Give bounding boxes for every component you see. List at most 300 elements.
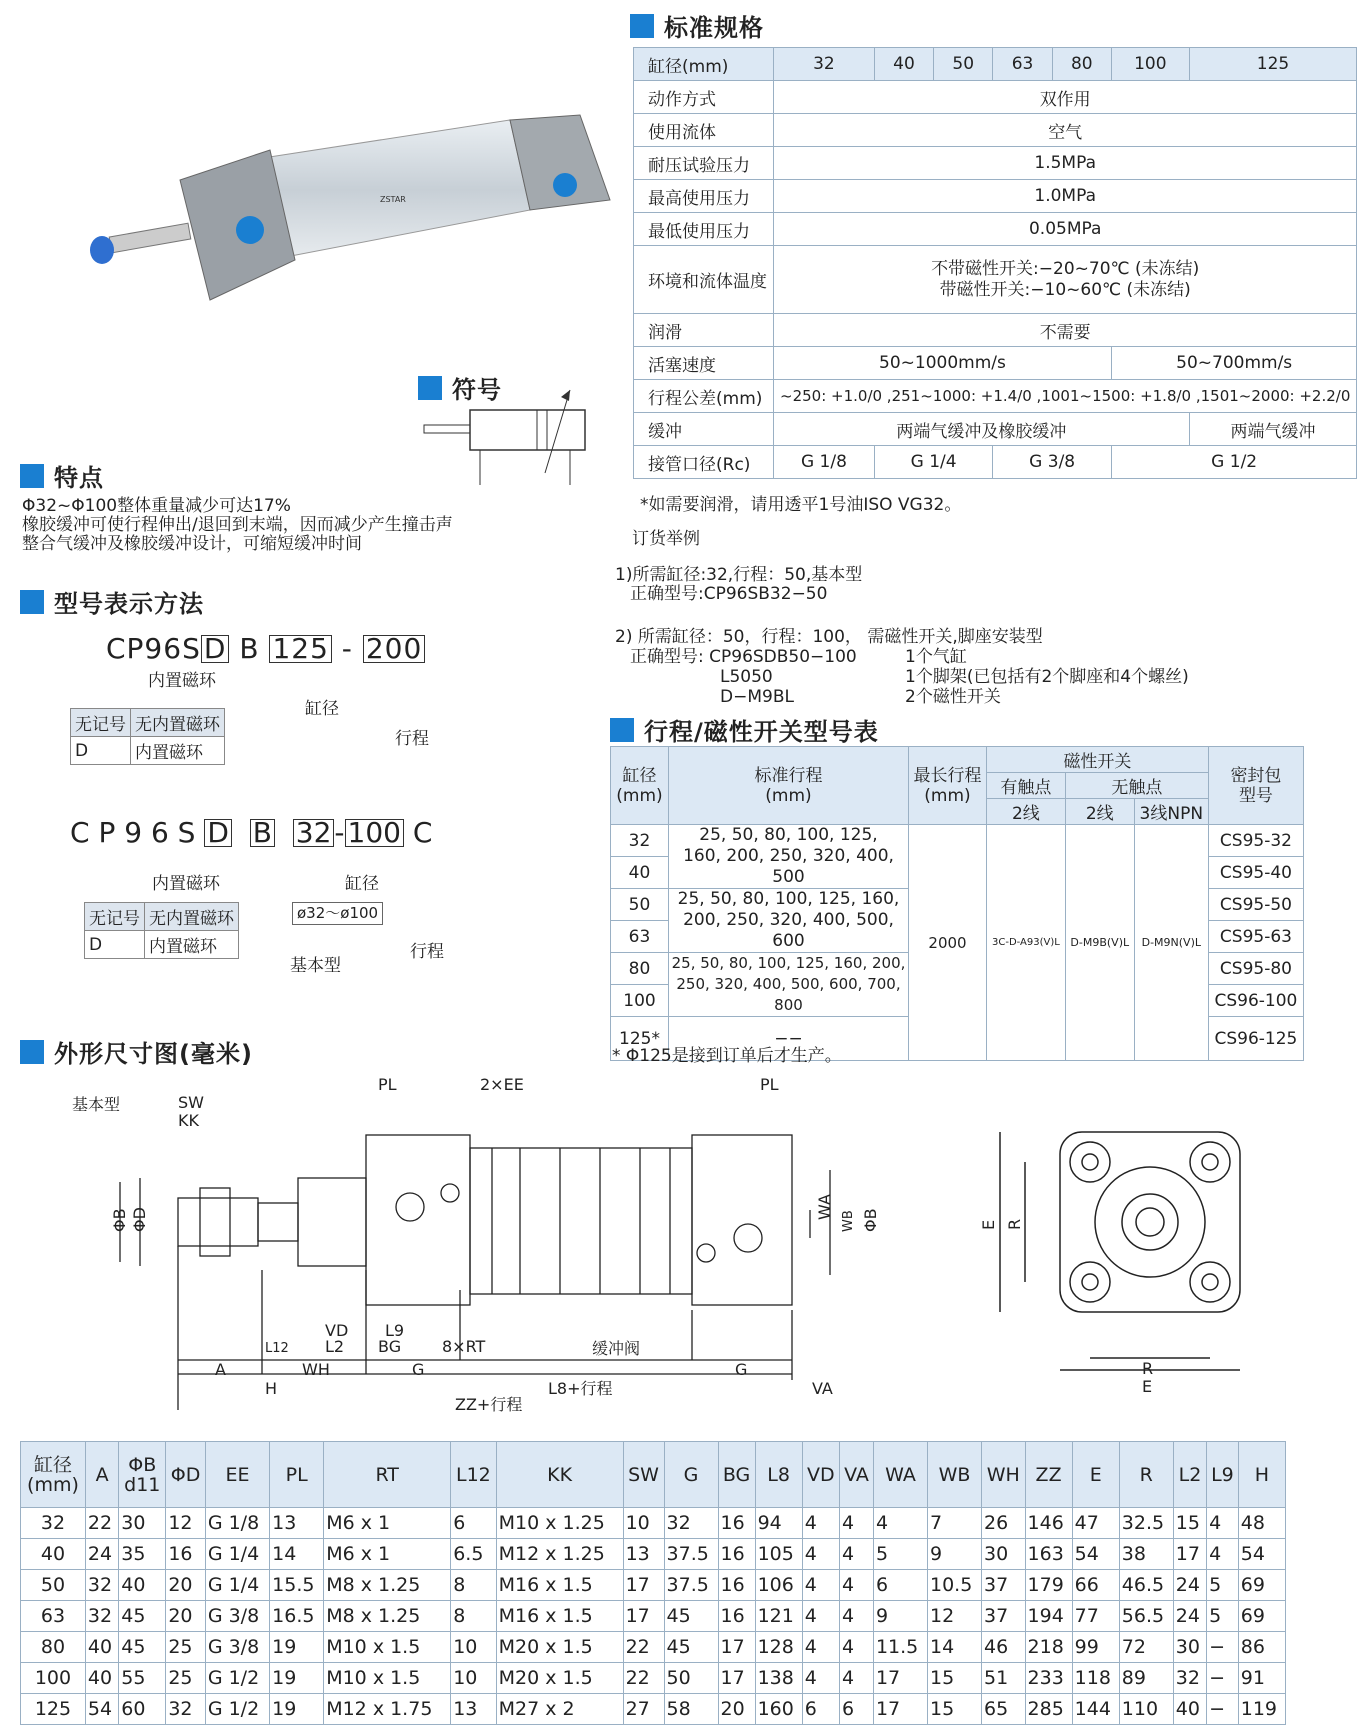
order-line: 1)所需缸径:32,行程：50,基本型 <box>615 565 863 585</box>
dim-cell: 19 <box>270 1694 324 1725</box>
dim-cell: M20 x 1.5 <box>496 1663 623 1694</box>
table-row <box>21 1601 1286 1632</box>
dim-cell: 119 <box>1238 1694 1285 1725</box>
spec-row-value: 0.05MPa <box>774 213 1357 246</box>
svg-text:缓冲阀: 缓冲阀 <box>592 1339 641 1358</box>
dim-cell: 24 <box>85 1539 118 1570</box>
dim-cell: 4 <box>802 1663 839 1694</box>
dim-cell: M10 x 1.5 <box>324 1632 451 1663</box>
model-label: 内置磁环 <box>152 874 220 894</box>
dim-cell: 17 <box>873 1694 927 1725</box>
dim-cell: G 1/4 <box>205 1539 269 1570</box>
dim-cell: 40 <box>85 1632 118 1663</box>
spec-row-value: G 1/2 <box>1111 446 1356 479</box>
dim-cell: 32.5 <box>1119 1508 1173 1539</box>
dim-cell: 77 <box>1072 1601 1119 1632</box>
section-marker-icon <box>20 464 44 488</box>
spec-row-label: 动作方式 <box>634 81 774 114</box>
bore-cell: 40 <box>874 48 933 81</box>
bore-cell: 63 <box>993 48 1052 81</box>
dim-cell: 32 <box>1173 1663 1206 1694</box>
dim-cell: 4 <box>1207 1508 1239 1539</box>
svg-text:PL: PL <box>378 1075 397 1094</box>
bore-cell: 32 <box>774 48 875 81</box>
dim-header: WA <box>873 1442 927 1508</box>
svg-text:BG: BG <box>378 1337 402 1356</box>
spec-row-value: ~250: +1.0/0 ,251~1000: +1.4/0 ,1001~1500: +1.8/0 ,1501~2000: +2.2/0 <box>774 380 1357 413</box>
spec-row-value: 两端气缓冲及橡胶缓冲 <box>774 413 1190 446</box>
dim-cell: 16 <box>718 1570 755 1601</box>
dim-cell: 15 <box>1173 1508 1206 1539</box>
spec-row-value: 50~700mm/s <box>1111 347 1356 380</box>
spec-row-label: 接管口径(Rc) <box>634 446 774 479</box>
svg-text:G: G <box>412 1360 425 1379</box>
dim-header: E <box>1072 1442 1119 1508</box>
svg-text:SW: SW <box>178 1093 204 1112</box>
dim-cell: M6 x 1 <box>324 1539 451 1570</box>
svg-text:WH: WH <box>302 1360 330 1379</box>
svg-text:ΦD: ΦD <box>130 1207 149 1232</box>
dim-header: L9 <box>1207 1442 1239 1508</box>
dim-cell: 5 <box>1207 1601 1239 1632</box>
dim-header: R <box>1119 1442 1173 1508</box>
dim-cell: 72 <box>1119 1632 1173 1663</box>
dim-cell: 20 <box>166 1570 206 1601</box>
spec-row-label: 润滑 <box>634 314 774 347</box>
dim-header: EE <box>205 1442 269 1508</box>
order-line: D−M9BL <box>720 687 794 707</box>
svg-text:WB: WB <box>841 1210 856 1232</box>
spec-row-label: 缓冲 <box>634 413 774 446</box>
dim-cell: 233 <box>1025 1663 1072 1694</box>
dim-cell: 6.5 <box>451 1539 496 1570</box>
dim-cell: 16 <box>166 1539 206 1570</box>
svg-text:基本型: 基本型 <box>72 1095 121 1114</box>
table-row <box>21 1694 1286 1725</box>
feature-item: Φ32~Φ100整体重量减少可达17% <box>22 496 291 516</box>
dim-cell: M12 x 1.75 <box>324 1694 451 1725</box>
svg-text:VD: VD <box>325 1321 349 1340</box>
spec-table <box>633 47 1357 479</box>
dim-cell: 45 <box>664 1632 718 1663</box>
order-line: 1个气缸 <box>905 647 967 667</box>
spec-row-value: 50~1000mm/s <box>774 347 1112 380</box>
dim-cell: 45 <box>119 1632 166 1663</box>
dim-header: ZZ <box>1025 1442 1072 1508</box>
dim-cell: 194 <box>1025 1601 1072 1632</box>
dim-cell: 15 <box>928 1663 982 1694</box>
dim-header: KK <box>496 1442 623 1508</box>
model-label: 行程 <box>395 729 429 749</box>
dim-cell: 4 <box>839 1632 873 1663</box>
spec-row-value: G 1/4 <box>874 446 993 479</box>
dim-cell: 69 <box>1238 1570 1285 1601</box>
dim-cell: 40 <box>1173 1694 1206 1725</box>
dim-cell: 13 <box>270 1508 324 1539</box>
svg-text:ZSTAR: ZSTAR <box>380 195 406 204</box>
dim-cell: 30 <box>119 1508 166 1539</box>
dim-cell: 16 <box>718 1508 755 1539</box>
dim-cell: 11.5 <box>873 1632 927 1663</box>
order-title: 订货举例 <box>632 529 700 549</box>
dim-cell: G 1/2 <box>205 1694 269 1725</box>
model-label: 内置磁环 <box>148 671 216 691</box>
dim-cell: 17 <box>623 1601 664 1632</box>
spec-title: 标准规格 <box>664 14 764 42</box>
spec-row-value: 1.0MPa <box>774 180 1357 213</box>
dim-cell: 25 <box>166 1663 206 1694</box>
dim-cell: M16 x 1.5 <box>496 1570 623 1601</box>
dim-cell: 40 <box>85 1663 118 1694</box>
svg-text:E: E <box>979 1219 998 1230</box>
dim-cell: 125 <box>21 1694 86 1725</box>
spec-row-label: 使用流体 <box>634 114 774 147</box>
dim-cell: 45 <box>119 1601 166 1632</box>
order-line: 2) 所需缸径：50，行程：100， 需磁性开关,脚座安装型 <box>615 627 1043 647</box>
dim-cell: 22 <box>85 1508 118 1539</box>
bore-cell: 80 <box>1052 48 1111 81</box>
dim-header: A <box>85 1442 118 1508</box>
dim-cell: 65 <box>982 1694 1025 1725</box>
dim-cell: 32 <box>664 1508 718 1539</box>
dim-cell: 40 <box>119 1570 166 1601</box>
dim-cell: M27 x 2 <box>496 1694 623 1725</box>
magnet-table-2: 无记号 无内置磁环 D 内置磁环 <box>84 902 239 959</box>
svg-text:WA: WA <box>815 1194 834 1220</box>
dim-cell: 60 <box>119 1694 166 1725</box>
model-code-1: CP96S D B 125 - 200 <box>106 632 425 665</box>
dim-cell: 9 <box>928 1539 982 1570</box>
dims-title: 外形尺寸图(毫米) <box>54 1040 253 1068</box>
dim-cell: 17 <box>718 1663 755 1694</box>
dim-header: L8 <box>755 1442 802 1508</box>
dim-cell: 54 <box>1072 1539 1119 1570</box>
svg-text:R: R <box>1005 1218 1024 1230</box>
section-marker-icon <box>20 1040 44 1064</box>
svg-text:L2: L2 <box>325 1337 345 1356</box>
dim-header: RT <box>324 1442 451 1508</box>
features-title: 特点 <box>54 464 104 492</box>
dim-cell: 20 <box>166 1601 206 1632</box>
svg-text:ZZ+行程: ZZ+行程 <box>455 1395 523 1414</box>
spec-row-label: 活塞速度 <box>634 347 774 380</box>
dim-header: L2 <box>1173 1442 1206 1508</box>
svg-text:L8+行程: L8+行程 <box>548 1379 613 1398</box>
section-marker-icon <box>630 14 654 38</box>
temp-line: 带磁性开关:−10~60℃ (未冻结) <box>939 279 1191 300</box>
order-line: 1个脚架(已包括有2个脚座和4个螺丝) <box>905 667 1189 687</box>
cylinder-symbol-icon <box>420 385 600 495</box>
dim-cell: 6 <box>839 1694 873 1725</box>
dim-header: BG <box>718 1442 755 1508</box>
temp-line: 不带磁性开关:−20~70℃ (未冻结) <box>931 258 1200 279</box>
dim-cell: G 1/8 <box>205 1508 269 1539</box>
dim-cell: 17 <box>873 1663 927 1694</box>
dim-cell: 10.5 <box>928 1570 982 1601</box>
dim-cell: 32 <box>21 1508 86 1539</box>
dim-cell: 80 <box>21 1632 86 1663</box>
dim-cell: 15 <box>928 1694 982 1725</box>
dim-cell: 106 <box>755 1570 802 1601</box>
dim-cell: 285 <box>1025 1694 1072 1725</box>
dim-cell: 110 <box>1119 1694 1173 1725</box>
dim-cell: 4 <box>802 1570 839 1601</box>
dim-cell: 10 <box>451 1663 496 1694</box>
dim-cell: 138 <box>755 1663 802 1694</box>
table-row <box>21 1570 1286 1601</box>
dim-header: ΦD <box>166 1442 206 1508</box>
dim-cell: 46.5 <box>1119 1570 1173 1601</box>
spec-row-label: 环境和流体温度 <box>634 246 774 314</box>
feature-item: 整合气缓冲及橡胶缓冲设计，可缩短缓冲时间 <box>22 534 362 554</box>
dim-cell: 20 <box>718 1694 755 1725</box>
dim-header: H <box>1238 1442 1285 1508</box>
dim-cell: G 3/8 <box>205 1601 269 1632</box>
svg-text:ΦB: ΦB <box>110 1208 129 1232</box>
dim-cell: 6 <box>451 1508 496 1539</box>
spec-header-label: 缸径(mm) <box>634 48 774 81</box>
table-row <box>21 1663 1286 1694</box>
dim-cell: 12 <box>166 1508 206 1539</box>
magnet-table-1: 无记号 无内置磁环 D 内置磁环 <box>70 708 225 765</box>
dim-cell: 10 <box>623 1508 664 1539</box>
dim-cell: − <box>1207 1632 1239 1663</box>
spec-row-value: 空气 <box>774 114 1357 147</box>
dim-cell: M10 x 1.5 <box>324 1663 451 1694</box>
dim-cell: 48 <box>1238 1508 1285 1539</box>
dim-cell: 66 <box>1072 1570 1119 1601</box>
dim-cell: 19 <box>270 1663 324 1694</box>
table-row <box>21 1632 1286 1663</box>
dim-cell: 24 <box>1173 1601 1206 1632</box>
section-marker-icon <box>610 718 634 742</box>
dim-cell: 15.5 <box>270 1570 324 1601</box>
dim-cell: 4 <box>839 1601 873 1632</box>
svg-text:A: A <box>215 1360 226 1379</box>
dim-cell: M10 x 1.25 <box>496 1508 623 1539</box>
section-marker-icon <box>20 590 44 614</box>
dim-cell: 4 <box>839 1570 873 1601</box>
dim-cell: 55 <box>119 1663 166 1694</box>
dim-header: G <box>664 1442 718 1508</box>
dim-cell: 4 <box>839 1663 873 1694</box>
svg-text:E: E <box>1142 1377 1153 1396</box>
dim-cell: 100 <box>21 1663 86 1694</box>
dim-cell: 30 <box>982 1539 1025 1570</box>
lube-note: *如需要润滑，请用透平1号油ISO VG32。 <box>640 495 962 515</box>
dim-cell: 17 <box>1173 1539 1206 1570</box>
dim-cell: 12 <box>928 1601 982 1632</box>
dim-cell: 38 <box>1119 1539 1173 1570</box>
spec-row-value: 1.5MPa <box>774 147 1357 180</box>
dim-cell: G 1/4 <box>205 1570 269 1601</box>
product-photo <box>40 110 600 320</box>
spec-row-label: 行程公差(mm) <box>634 380 774 413</box>
stroke-note: * Φ125是接到订单后才生产。 <box>612 1046 842 1066</box>
dim-cell: M16 x 1.5 <box>496 1601 623 1632</box>
model-label: 行程 <box>410 942 444 962</box>
table-row <box>21 1508 1286 1539</box>
dim-cell: 17 <box>718 1632 755 1663</box>
dim-cell: 4 <box>839 1508 873 1539</box>
dim-header: VA <box>839 1442 873 1508</box>
order-line: 正确型号:CP96SB32−50 <box>630 584 828 604</box>
model-title: 型号表示方法 <box>54 590 204 618</box>
model-label: 缸径 <box>345 874 379 894</box>
dim-cell: 4 <box>802 1601 839 1632</box>
dim-cell: 25 <box>166 1632 206 1663</box>
dim-cell: 14 <box>270 1539 324 1570</box>
dim-cell: 89 <box>1119 1663 1173 1694</box>
dim-cell: 8 <box>451 1601 496 1632</box>
dimension-drawing <box>0 1070 1306 1414</box>
spec-row-label: 耐压试验压力 <box>634 147 774 180</box>
dim-cell: 51 <box>982 1663 1025 1694</box>
dim-cell: 94 <box>755 1508 802 1539</box>
spec-row-label: 最高使用压力 <box>634 180 774 213</box>
dim-cell: 4 <box>1207 1539 1239 1570</box>
dim-cell: 16 <box>718 1601 755 1632</box>
dim-cell: 56.5 <box>1119 1601 1173 1632</box>
dim-cell: 86 <box>1238 1632 1285 1663</box>
dim-cell: − <box>1207 1663 1239 1694</box>
order-line: L5050 <box>720 667 773 687</box>
dim-cell: 32 <box>166 1694 206 1725</box>
dim-cell: 5 <box>873 1539 927 1570</box>
dim-header: SW <box>623 1442 664 1508</box>
dim-cell: 26 <box>982 1508 1025 1539</box>
svg-text:ΦB: ΦB <box>861 1208 880 1232</box>
dim-cell: 50 <box>21 1570 86 1601</box>
dim-cell: G 1/2 <box>205 1663 269 1694</box>
dim-cell: 6 <box>802 1694 839 1725</box>
dimension-table <box>20 1441 1286 1725</box>
svg-text:R: R <box>1142 1359 1154 1378</box>
order-line: 2个磁性开关 <box>905 687 1001 707</box>
svg-text:G: G <box>735 1360 748 1379</box>
dim-header: WH <box>982 1442 1025 1508</box>
dim-cell: 17 <box>623 1570 664 1601</box>
dim-cell: 105 <box>755 1539 802 1570</box>
dim-cell: 179 <box>1025 1570 1072 1601</box>
order-line: 正确型号: CP96SDB50−100 <box>630 647 857 667</box>
dim-cell: 6 <box>873 1570 927 1601</box>
bore-cell: 50 <box>934 48 993 81</box>
dim-cell: 46 <box>982 1632 1025 1663</box>
stroke-table: 缸径 (mm) 标准行程 (mm) 最长行程 (mm) 磁性开关 密封包 型号 有触点 无触点 2线 2线 3线NPN 32 25, 50, 80, 100, 125, 160, 200, 250, 320, 400, 500 2000 3C-D-A93(V)L D-M9B(V)L D-M9N(V)L CS95-32 40 CS95-40 50 25, 50, 80, 100, 125, 160, 200, 250, 320, 400, 500, 600 CS95-50 63 CS95-63 80 25, 50, 80, 100, 125, 160, 200, 250, 320, 400, 500, 600, 700, 800 CS95-80 100 CS96-100 125* −− CS96-125 <box>610 746 1304 1061</box>
dim-cell: 37.5 <box>664 1570 718 1601</box>
dim-header: L12 <box>451 1442 496 1508</box>
dim-cell: 5 <box>1207 1570 1239 1601</box>
model-label: 缸径 <box>305 699 339 719</box>
table-row <box>21 1539 1286 1570</box>
dim-cell: 69 <box>1238 1601 1285 1632</box>
dim-cell: M12 x 1.25 <box>496 1539 623 1570</box>
dim-cell: 19 <box>270 1632 324 1663</box>
dim-cell: 160 <box>755 1694 802 1725</box>
dim-cell: 146 <box>1025 1508 1072 1539</box>
dim-cell: 163 <box>1025 1539 1072 1570</box>
dim-cell: 4 <box>873 1508 927 1539</box>
dim-header: WB <box>928 1442 982 1508</box>
dim-cell: 47 <box>1072 1508 1119 1539</box>
dim-cell: M8 x 1.25 <box>324 1601 451 1632</box>
dim-cell: 22 <box>623 1632 664 1663</box>
dim-header: VD <box>802 1442 839 1508</box>
dim-cell: M8 x 1.25 <box>324 1570 451 1601</box>
dim-cell: M6 x 1 <box>324 1508 451 1539</box>
svg-text:2×EE: 2×EE <box>480 1075 524 1094</box>
model-label: 基本型 <box>290 956 341 976</box>
dim-cell: G 3/8 <box>205 1632 269 1663</box>
dim-cell: 128 <box>755 1632 802 1663</box>
dim-cell: − <box>1207 1694 1239 1725</box>
model-code-2: C P 9 6 S D B 32 - 100 C <box>70 816 433 849</box>
dim-cell: 32 <box>85 1601 118 1632</box>
dim-cell: 63 <box>21 1601 86 1632</box>
dim-header: 缸径 (mm) <box>21 1442 86 1508</box>
dim-cell: 40 <box>21 1539 86 1570</box>
symbol-title: 符号 <box>452 376 502 404</box>
dim-cell: 45 <box>664 1601 718 1632</box>
dim-cell: 13 <box>451 1694 496 1725</box>
spec-row-value: 双作用 <box>774 81 1357 114</box>
dim-cell: 54 <box>85 1694 118 1725</box>
dim-cell: 30 <box>1173 1632 1206 1663</box>
stroke-title: 行程/磁性开关型号表 <box>644 718 879 746</box>
spec-row-label: 最低使用压力 <box>634 213 774 246</box>
dim-header: ΦB d11 <box>119 1442 166 1508</box>
dim-cell: 91 <box>1238 1663 1285 1694</box>
svg-text:8×RT: 8×RT <box>442 1337 486 1356</box>
svg-text:KK: KK <box>178 1111 199 1130</box>
spec-row-value: G 3/8 <box>993 446 1112 479</box>
dim-cell: 50 <box>664 1663 718 1694</box>
dim-cell: 99 <box>1072 1632 1119 1663</box>
dim-cell: 16.5 <box>270 1601 324 1632</box>
dim-cell: 22 <box>623 1663 664 1694</box>
dim-cell: 121 <box>755 1601 802 1632</box>
svg-text:H: H <box>265 1379 278 1398</box>
dim-cell: 14 <box>928 1632 982 1663</box>
dim-cell: 37 <box>982 1570 1025 1601</box>
dim-header: PL <box>270 1442 324 1508</box>
dim-cell: 27 <box>623 1694 664 1725</box>
dim-cell: 16 <box>718 1539 755 1570</box>
dim-cell: 4 <box>802 1508 839 1539</box>
dim-cell: 58 <box>664 1694 718 1725</box>
dim-cell: 24 <box>1173 1570 1206 1601</box>
dim-cell: 32 <box>85 1570 118 1601</box>
dim-cell: 9 <box>873 1601 927 1632</box>
dim-cell: 118 <box>1072 1663 1119 1694</box>
dim-cell: 7 <box>928 1508 982 1539</box>
dim-cell: 54 <box>1238 1539 1285 1570</box>
dim-cell: 8 <box>451 1570 496 1601</box>
dim-cell: 4 <box>802 1632 839 1663</box>
spec-row-value: 不需要 <box>774 314 1357 347</box>
svg-text:L9: L9 <box>385 1321 405 1340</box>
svg-text:VA: VA <box>812 1379 833 1398</box>
dim-cell: 4 <box>839 1539 873 1570</box>
dim-cell: 37 <box>982 1601 1025 1632</box>
dim-cell: 218 <box>1025 1632 1072 1663</box>
svg-text:L12: L12 <box>265 1341 289 1356</box>
dim-cell: 10 <box>451 1632 496 1663</box>
feature-item: 橡胶缓冲可使行程伸出/退回到末端，因而减少产生撞击声 <box>22 515 453 535</box>
dim-cell: 13 <box>623 1539 664 1570</box>
spec-row-value: 两端气缓冲 <box>1189 413 1357 446</box>
